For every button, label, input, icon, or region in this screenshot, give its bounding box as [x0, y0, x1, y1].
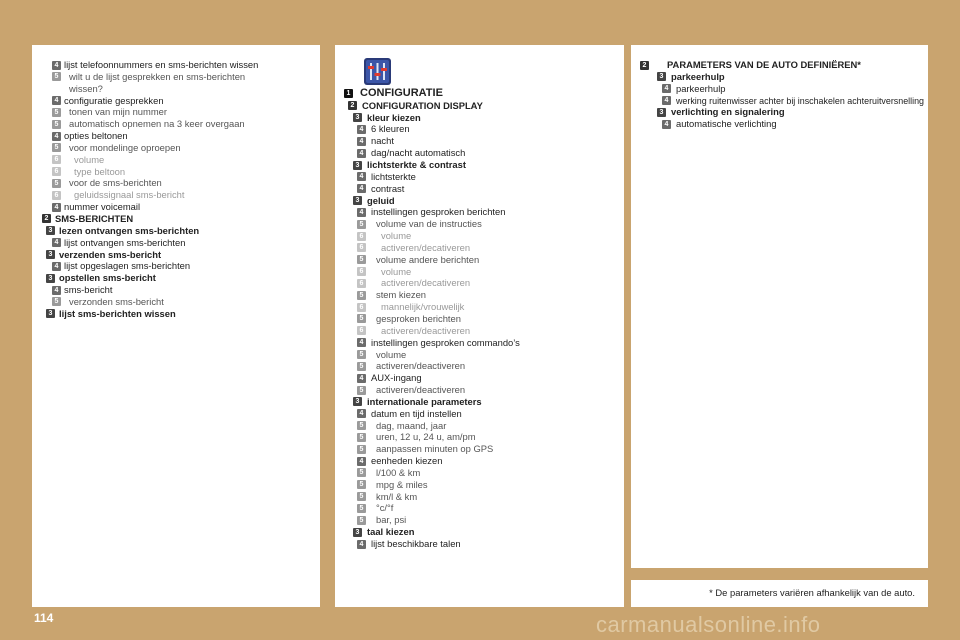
- level-badge: 5: [357, 255, 366, 264]
- menu-item: [335, 514, 624, 526]
- menu-item-label: eenheden kiezen: [371, 455, 443, 467]
- menu-item: [32, 201, 320, 213]
- menu-item: [335, 526, 624, 538]
- level-badge: 4: [357, 409, 366, 418]
- level-badge: 5: [52, 72, 61, 81]
- menu-item: [335, 112, 624, 124]
- menu-item: [335, 467, 624, 479]
- level-badge: 5: [357, 291, 366, 300]
- level-badge: 4: [662, 84, 671, 93]
- menu-list-2: [335, 87, 624, 550]
- menu-item: [32, 59, 320, 71]
- level-badge: 6: [357, 326, 366, 335]
- level-badge: 6: [52, 167, 61, 176]
- menu-item: [631, 59, 928, 71]
- menu-item-label: km/l & km: [376, 490, 418, 502]
- menu-item: [32, 71, 320, 83]
- level-badge: 3: [353, 161, 362, 170]
- menu-item: [32, 237, 320, 249]
- menu-item: [631, 83, 928, 95]
- menu-item-label: volume: [381, 230, 412, 242]
- menu-item: [335, 491, 624, 503]
- menu-item-label: taal kiezen: [367, 526, 415, 538]
- level-badge: 4: [357, 172, 366, 181]
- menu-item: [631, 106, 928, 118]
- menu-item-label: lijst opgeslagen sms-berichten: [64, 260, 191, 272]
- menu-item-label: volume: [381, 265, 412, 277]
- level-badge: 5: [357, 433, 366, 442]
- watermark: carmanualsonline.info: [596, 612, 821, 637]
- level-badge: 6: [52, 191, 61, 200]
- menu-list-1: [32, 59, 320, 320]
- level-badge: 5: [357, 504, 366, 513]
- level-badge: 5: [357, 492, 366, 501]
- menu-item: [631, 71, 928, 83]
- menu-item: [335, 242, 624, 254]
- menu-item: [335, 135, 624, 147]
- menu-item-label: bar, psi: [376, 514, 407, 526]
- menu-item-label: activeren/deactiveren: [376, 384, 466, 396]
- menu-item: [335, 420, 624, 432]
- menu-item-label: 6 kleuren: [371, 123, 410, 135]
- menu-item-label: activeren/deactiveren: [376, 360, 466, 372]
- menu-item: [335, 183, 624, 195]
- level-badge: 3: [353, 528, 362, 537]
- level-badge: 3: [46, 274, 55, 283]
- level-badge: 3: [46, 226, 55, 235]
- level-badge: 4: [52, 203, 61, 212]
- menu-item: [335, 396, 624, 408]
- menu-item-label: activeren/decativeren: [381, 241, 471, 253]
- menu-item: [32, 130, 320, 142]
- menu-item: [335, 538, 624, 550]
- menu-list-3: [631, 59, 928, 130]
- level-badge: 1: [344, 89, 353, 98]
- footnote-box: [631, 580, 928, 607]
- level-badge: 4: [357, 374, 366, 383]
- level-badge: 4: [52, 238, 61, 247]
- menu-item: [335, 384, 624, 396]
- level-badge: 5: [52, 297, 61, 306]
- footnote: * De parameters variëren afhankelijk van de auto.: [709, 587, 915, 598]
- menu-item: [335, 218, 624, 230]
- menu-item: [32, 308, 320, 320]
- menu-item: [335, 337, 624, 349]
- menu-item-label: volume andere berichten: [376, 253, 480, 265]
- menu-item-label: contrast: [371, 182, 405, 194]
- level-badge: 5: [52, 108, 61, 117]
- menu-item: [335, 313, 624, 325]
- level-badge: 5: [52, 120, 61, 129]
- level-badge: 5: [357, 220, 366, 229]
- menu-item: [631, 118, 928, 130]
- level-badge: 5: [357, 350, 366, 359]
- menu-item-label: aanpassen minuten op GPS: [376, 443, 494, 455]
- menu-item-label: geluid: [367, 194, 395, 206]
- menu-item-label: lijst beschikbare talen: [371, 538, 461, 550]
- level-badge: 5: [357, 362, 366, 371]
- menu-item-label: volume: [376, 348, 407, 360]
- level-badge: 3: [46, 309, 55, 318]
- menu-item: [335, 159, 624, 171]
- level-badge: 3: [46, 250, 55, 259]
- menu-item: [32, 213, 320, 225]
- menu-column-3: [631, 45, 928, 568]
- level-badge: 4: [357, 540, 366, 549]
- menu-item: [335, 254, 624, 266]
- menu-item-label: verzenden sms-bericht: [59, 248, 162, 260]
- level-badge: 6: [357, 232, 366, 241]
- menu-item-label: instellingen gesproken commando’s: [371, 336, 520, 348]
- menu-item: [32, 284, 320, 296]
- menu-item-label: volume van de instructies: [376, 218, 482, 230]
- menu-item-label: type beltoon: [74, 165, 126, 177]
- level-badge: 4: [357, 137, 366, 146]
- level-badge: 4: [357, 208, 366, 217]
- menu-item-label: stem kiezen: [376, 289, 427, 301]
- menu-item: [335, 123, 624, 135]
- menu-item-label: uren, 12 u, 24 u, am/pm: [376, 431, 476, 443]
- level-badge: 5: [357, 445, 366, 454]
- level-badge: 4: [52, 262, 61, 271]
- level-badge: 4: [52, 132, 61, 141]
- menu-item-label: lezen ontvangen sms-berichten: [59, 224, 200, 236]
- menu-item-label: mpg & miles: [376, 478, 428, 490]
- level-badge: 4: [662, 96, 671, 105]
- level-badge: 4: [52, 96, 61, 105]
- menu-item-label: instellingen gesproken berichten: [371, 206, 506, 218]
- level-badge: 3: [353, 196, 362, 205]
- menu-item-label: activeren/deactiveren: [381, 324, 471, 336]
- menu-item-label: gesproken berichten: [376, 312, 461, 324]
- level-badge: 6: [357, 279, 366, 288]
- menu-item-label: geluidssignaal sms-bericht: [74, 189, 185, 201]
- menu-item: [631, 95, 928, 107]
- level-badge: 4: [357, 125, 366, 134]
- menu-item: [32, 95, 320, 107]
- menu-item-label: opties beltonen: [64, 130, 128, 142]
- level-badge: 5: [357, 480, 366, 489]
- menu-item: [335, 230, 624, 242]
- menu-item-label: wissen?: [69, 82, 103, 94]
- menu-item: [335, 360, 624, 372]
- menu-item: [335, 443, 624, 455]
- menu-item-label: CONFIGURATION DISPLAY: [362, 99, 483, 111]
- level-badge: 5: [357, 468, 366, 477]
- menu-item-label: SMS-BERICHTEN: [55, 212, 134, 224]
- menu-item-label: lijst ontvangen sms-berichten: [64, 236, 186, 248]
- menu-item: [32, 106, 320, 118]
- level-badge: 4: [52, 61, 61, 70]
- menu-column-1: [32, 45, 320, 607]
- level-badge: 3: [353, 397, 362, 406]
- menu-column-2: [335, 45, 624, 607]
- level-badge: 4: [357, 457, 366, 466]
- menu-item-label: werking ruitenwisser achter bij inschakelen achteruitversnelling: [676, 94, 925, 106]
- level-badge: 2: [640, 61, 649, 70]
- menu-item: [32, 154, 320, 166]
- menu-item-label: verlichting en signalering: [671, 106, 785, 118]
- level-badge: 6: [357, 267, 366, 276]
- menu-item-label: configuratie gesprekken: [64, 94, 164, 106]
- menu-item-label: parkeerhulp: [671, 70, 725, 82]
- menu-item: [335, 455, 624, 467]
- level-badge: 6: [357, 303, 366, 312]
- settings-menu-icon: [364, 58, 391, 85]
- menu-item: [335, 502, 624, 514]
- level-badge: 3: [657, 108, 666, 117]
- level-badge: 5: [357, 386, 366, 395]
- menu-item-label: l/100 & km: [376, 466, 421, 478]
- menu-item-label: lijst telefoonnummers en sms-berichten wissen: [64, 59, 259, 70]
- menu-item: [32, 260, 320, 272]
- menu-item-label: °c/°f: [376, 502, 394, 514]
- level-badge: 6: [357, 243, 366, 252]
- menu-item-label: automatisch opnemen na 3 keer overgaan: [69, 118, 245, 130]
- level-badge: 5: [52, 143, 61, 152]
- menu-item: [335, 289, 624, 301]
- level-badge: 6: [52, 155, 61, 164]
- menu-item-label: tonen van mijn nummer: [69, 106, 167, 118]
- menu-item: [32, 189, 320, 201]
- menu-item-label: dag, maand, jaar: [376, 419, 447, 431]
- level-badge: 3: [353, 113, 362, 122]
- menu-item: [335, 100, 624, 112]
- menu-item: [335, 301, 624, 313]
- level-badge: 4: [357, 338, 366, 347]
- menu-item-label: kleur kiezen: [367, 111, 421, 123]
- level-badge: 5: [357, 421, 366, 430]
- menu-item-label: AUX-ingang: [371, 372, 422, 384]
- menu-item: [335, 277, 624, 289]
- menu-item: [335, 372, 624, 384]
- menu-item-label: activeren/decativeren: [381, 277, 471, 289]
- page-number: 114: [34, 611, 54, 625]
- menu-item-label: parkeerhulp: [676, 82, 726, 94]
- menu-item: [335, 479, 624, 491]
- level-badge: 5: [357, 314, 366, 323]
- menu-item-label: verzonden sms-bericht: [69, 295, 164, 307]
- menu-item-label: datum en tijd instellen: [371, 407, 462, 419]
- level-badge: 4: [662, 120, 671, 129]
- menu-item-label: lijst sms-berichten wissen: [59, 307, 176, 319]
- menu-item: [335, 325, 624, 337]
- menu-item: [335, 147, 624, 159]
- menu-item-label: nummer voicemail: [64, 201, 141, 213]
- menu-item-label: lichtsterkte & contrast: [367, 159, 466, 171]
- level-badge: 4: [357, 184, 366, 193]
- menu-item: [32, 249, 320, 261]
- menu-item: [335, 266, 624, 278]
- menu-item: [335, 87, 624, 100]
- level-badge: 4: [52, 286, 61, 295]
- menu-item-label: CONFIGURATIE: [360, 87, 443, 99]
- level-badge: 2: [348, 101, 357, 110]
- menu-item-label: opstellen sms-bericht: [59, 272, 156, 284]
- menu-item: [335, 349, 624, 361]
- menu-item: [32, 142, 320, 154]
- menu-item: [32, 272, 320, 284]
- menu-item: [32, 225, 320, 237]
- menu-item: [32, 177, 320, 189]
- menu-item-label: automatische verlichting: [676, 118, 777, 130]
- menu-item: [32, 118, 320, 130]
- menu-item-label: PARAMETERS VAN DE AUTO DEFINIËREN*: [667, 59, 861, 70]
- menu-item: [32, 83, 320, 95]
- menu-item-label: mannelijk/vrouwelijk: [381, 301, 465, 313]
- menu-item: [335, 171, 624, 183]
- menu-item: [335, 431, 624, 443]
- menu-item-label: wilt u de lijst gesprekken en sms-berichten: [69, 70, 246, 82]
- menu-item-label: dag/nacht automatisch: [371, 147, 466, 159]
- level-badge: 2: [42, 214, 51, 223]
- menu-item: [32, 166, 320, 178]
- menu-item-label: volume: [74, 153, 105, 165]
- menu-item-label: voor mondelinge oproepen: [69, 141, 181, 153]
- level-badge: 4: [357, 149, 366, 158]
- menu-item: [335, 408, 624, 420]
- menu-item-label: lichtsterkte: [371, 170, 416, 182]
- level-badge: 5: [357, 516, 366, 525]
- menu-item: [32, 296, 320, 308]
- level-badge: 3: [657, 72, 666, 81]
- menu-item: [335, 195, 624, 207]
- menu-item-label: sms-bericht: [64, 284, 113, 296]
- menu-item: [335, 206, 624, 218]
- menu-item-label: internationale parameters: [367, 395, 482, 407]
- level-badge: 5: [52, 179, 61, 188]
- menu-item-label: nacht: [371, 135, 394, 147]
- menu-item-label: voor de sms-berichten: [69, 177, 162, 189]
